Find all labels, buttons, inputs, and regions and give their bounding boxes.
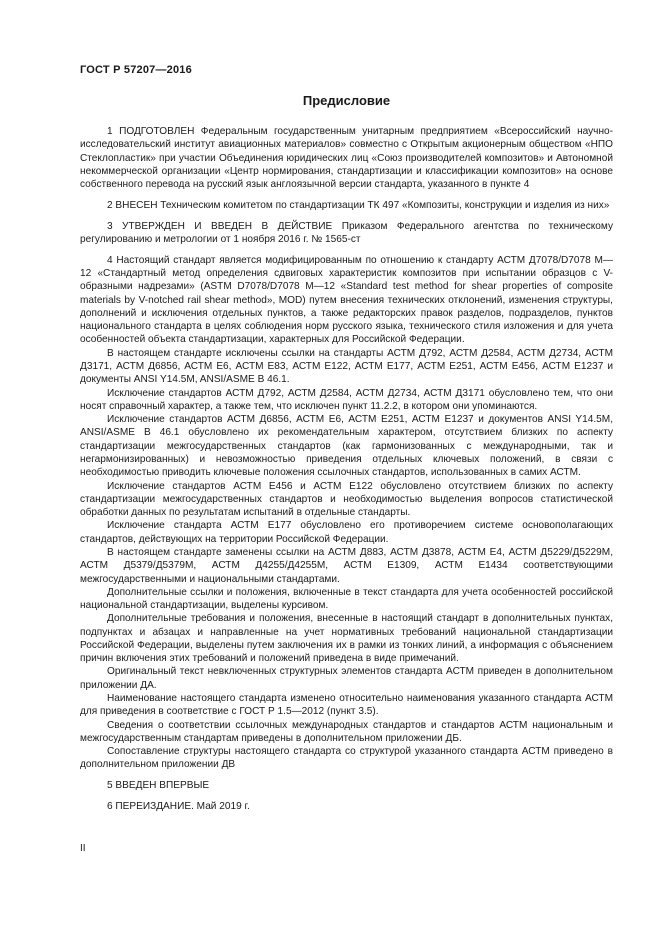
paragraph: Исключение стандартов АСТМ Д6856, АСТМ Е6, АСТМ Е251, АСТМ Е1237 и документов ANSI Y14.5M, ANSI/ASME B 46.1 обусловлено их рекомендательным характером, отсутствием близких по аспекту стандартизации межгосударственных стандартов (как гармонизованных с международными, так и негармонизированных) и невозможностью приведения отдельных ключевых положений, в связи с необходимостью приводить ключевые положения ссылочных стандартов, использованных в самих АСТМ. (80, 414, 613, 479)
paragraph: 1 ПОДГОТОВЛЕН Федеральным государственным унитарным предприятием «Всероссийский научно-исследовательский институт авиационных материалов» совместно с Открытым акционерным обществом «НПО Стеклопластик» при участии Объединения юридических лиц «Союз производителей композитов» и Автономной некоммерческой организации «Центр нормирования, стандартизации и классификации композитов» на основе собственного перевода на русский язык англоязычной версии стандарта, указанного в пункте 4 (80, 126, 613, 191)
document-header: ГОСТ Р 57207—2016 (80, 64, 192, 76)
paragraph: Сопоставление структуры настоящего стандарта со структурой указанного стандарта АСТМ приведено в дополнительном приложении ДВ (80, 746, 613, 771)
paragraph: В настоящем стандарте заменены ссылки на АСТМ Д883, АСТМ Д3878, АСТМ Е4, АСТМ Д5229/Д5229М, АСТМ Д5379/Д5379М, АСТМ Д4255/Д4255М, АСТМ Е1309, АСТМ Е1434 соответствующими межгосударственными и национальными стандартами. (80, 546, 613, 585)
paragraph: 6 ПЕРЕИЗДАНИЕ. Май 2019 г. (107, 801, 250, 812)
paragraph: Исключение стандартов АСТМ Д792, АСТМ Д2584, АСТМ Д2734, АСТМ Д3171 обусловлено тем, что они носят справочный характер, а также тем, что исключен пункт 11.2.2, в котором они упоминаются. (80, 387, 613, 412)
paragraph: Исключение стандарта АСТМ Е177 обусловлено его противоречием системе основополагающих стандартов, действующих на территории Российской Федерации. (80, 520, 613, 545)
paragraph: Наименование настоящего стандарта изменено относительно наименования указанного стандарта АСТМ для приведения в соответствие с ГОСТ Р 1.5—2012 (пункт 3.5). (80, 693, 613, 718)
paragraph: 3 УТВЕРЖДЕН И ВВЕДЕН В ДЕЙСТВИЕ Приказом Федерального агентства по техническому регулированию и метрологии от 1 ноября 2016 г. № 1565-ст (80, 220, 613, 245)
document-body (80, 125, 613, 813)
paragraph: В настоящем стандарте исключены ссылки на стандарты АСТМ Д792, АСТМ Д2584, АСТМ Д2734, АСТМ Д3171, АСТМ Д6856, АСТМ Е6, АСТМ Е83, АСТМ Е122, АСТМ Е177, АСТМ Е251, АСТМ Е456, АСТМ Е1237 и документы ANSI Y14.5M, ANSI/ASME B 46.1. (80, 347, 613, 386)
page-title: Предисловие (302, 93, 391, 108)
paragraph: Дополнительные требования и положения, внесенные в настоящий стандарт в дополнительных пунктах, подпунктах и абзацах и направленные на учет нормативных требований национальной стандартизации Российской Федерации, выделены путем заключения их в рамки из тонких линий, а информация с объяснением причин включения этих требований и положений приведена в виде примечаний. (80, 613, 613, 665)
paragraph: 4 Настоящий стандарт является модифицированным по отношению к стандарту АСТМ Д7078/D7078 М—12 «Стандартный метод определения сдвиговых характеристик композитов при испытании образцов с V-образными надрезами» (ASTM D7078/D7078 M—12 «Standard test method for shear properties of composite materials by V-notched rail shear method», MOD) путем внесения технических отклонений, изменения структуры, дополнений и исключения отдельных пунктов, а также редакторских правок разделов, подразделов, пунктов национального стандарта в целях соблюдения норм русского языка, технического стиля изложения и для учета особенностей объекта стандартизации, характерных для Российской Федерации. (80, 254, 613, 346)
paragraph: Сведения о соответствии ссылочных международных стандартов и стандартов АСТМ национальным и межгосударственным стандартам приведены в дополнительном приложении ДБ. (80, 719, 613, 744)
paragraph: 5 ВВЕДЕН ВПЕРВЫЕ (107, 780, 210, 792)
page-number: II (80, 843, 86, 854)
paragraph: 2 ВНЕСЕН Техническим комитетом по стандартизации ТК 497 «Композиты, конструкции и изделия из них» (107, 199, 610, 211)
paragraph: Оригинальный текст невключенных структурных элементов стандарта АСТМ приведен в дополнительном приложении ДА. (80, 666, 613, 691)
paragraph: Дополнительные ссылки и положения, включенные в текст стандарта для учета особенностей российской национальной стандартизации, выделены курсивом. (80, 586, 613, 612)
paragraph: Исключение стандартов АСТМ Е456 и АСТМ Е122 обусловлено отсутствием близких по аспекту стандартизации межгосударственных стандартов и необходимостью выделения вопросов статистической обработки данных по результатам испытаний в отдельные стандарты. (80, 480, 613, 519)
